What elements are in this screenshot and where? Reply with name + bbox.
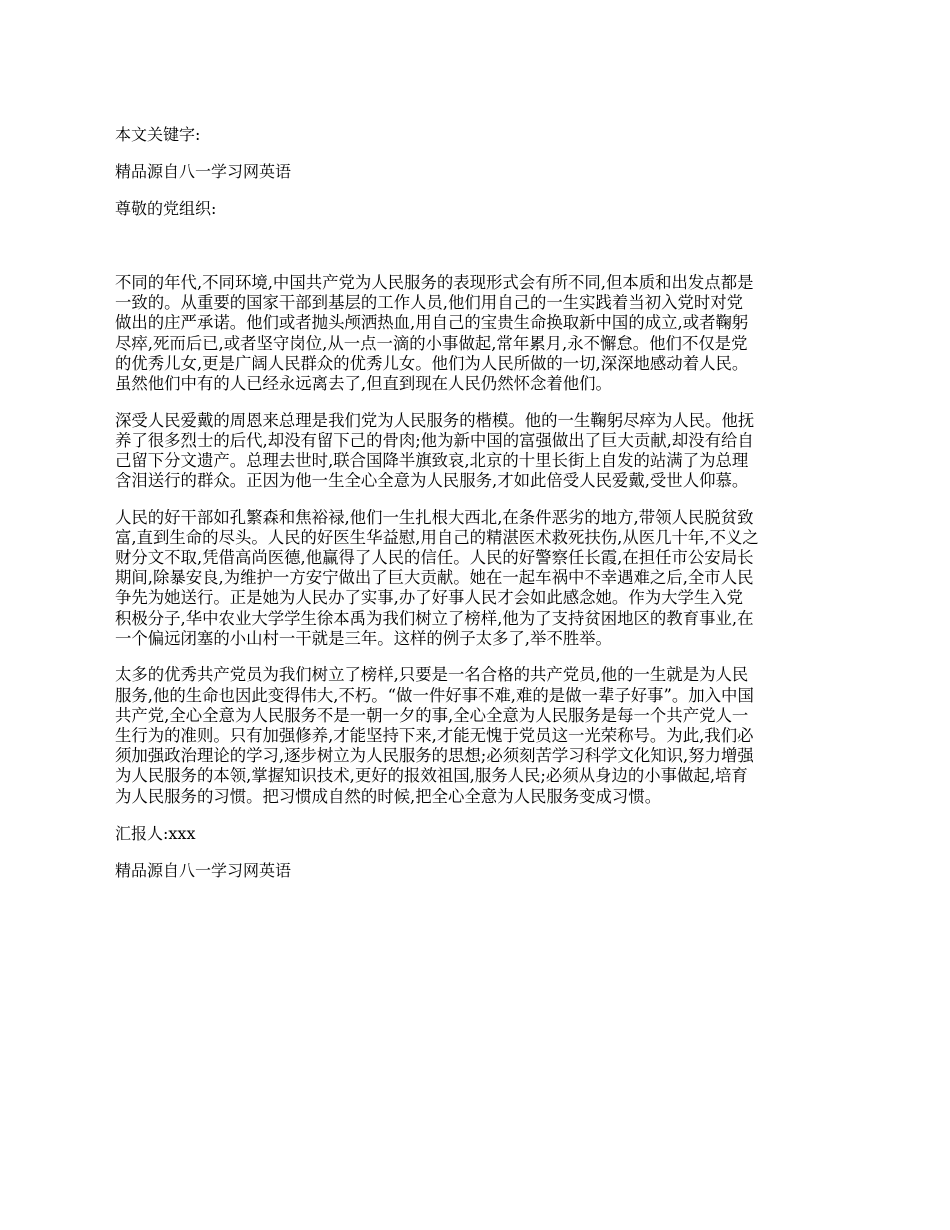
reporter-line: 汇报人:xxx: [115, 824, 196, 844]
paragraph-line: 深受人民爱戴的周恩来总理是我们党为人民服务的楷模。他的一生鞠躬尽瘁为人民。他抚: [115, 410, 755, 430]
source-line-top: 精品源自八一学习网英语: [115, 162, 292, 181]
paragraph-line: 争先为她送行。正是她为人民办了实事,办了好事人民才会如此感念她。作为大学生入党: [115, 588, 744, 608]
paragraph-line: 一个偏远闭塞的小山村一干就是三年。这样的例子太多了,举不胜举。: [115, 628, 612, 648]
paragraph-line: 太多的优秀共产党员为我们树立了榜样,只要是一名合格的共产党员,他的一生就是为人民: [115, 665, 749, 685]
keywords-label: 本文关键字:: [115, 125, 201, 144]
paragraph-line: 尽瘁,死而后已,或者坚守岗位,从一点一滴的小事做起,常年累月,永不懈怠。他们不仅是党: [115, 333, 748, 353]
paragraph-line: 人民的好干部如孔繁森和焦裕禄,他们一生扎根大西北,在条件恶劣的地方,带领人民脱贫致: [115, 507, 754, 527]
paragraph-4: [115, 665, 840, 806]
paragraph-line: 己留下分文遗产。总理去世时,联合国降半旗致哀,北京的十里长街上自发的站满了为总理: [115, 450, 749, 470]
paragraph-line: 共产党,全心全意为人民服务不是一朝一夕的事,全心全意为人民服务是每一个共产党人一: [115, 705, 749, 725]
salutation: 尊敬的党组织:: [115, 199, 217, 218]
paragraph-line: 积极分子,华中农业大学学生徐本禹为我们树立了榜样,他为了支持贫困地区的教育事业,在: [115, 608, 754, 628]
paragraph-line: 含泪送行的群众。正因为他一生全心全意为人民服务,才如此倍受人民爱戴,受世人仰慕。: [115, 471, 749, 491]
paragraph-line: 为人民服务的习惯。把习惯成自然的时候,把全心全意为人民服务变成习惯。: [115, 786, 662, 806]
paragraph-line: 虽然他们中有的人已经永远离去了,但直到现在人民仍然怀念着他们。: [115, 374, 612, 394]
paragraph-line: 财分文不取,凭借高尚医德,他赢得了人民的信任。人民的好警察任长霞,在担任市公安局长: [115, 548, 754, 568]
document-page: [115, 124, 840, 897]
paragraph-line: 为人民服务的本领,掌握知识技术,更好的报效祖国,服务人民;必须从身边的小事做起,培育: [115, 766, 748, 786]
paragraph-3: [115, 508, 840, 649]
paragraph-line: 富,直到生命的尽头。人民的好医生华益慰,用自己的精湛医术救死扶伤,从医几十年,不义之: [115, 527, 759, 547]
paragraph-2: [115, 411, 840, 492]
paragraph-line: 做出的庄严承诺。他们或者抛头颅洒热血,用自己的宝贵生命换取新中国的成立,或者鞠躬: [115, 313, 749, 333]
source-line-bottom: 精品源自八一学习网英语: [115, 861, 292, 881]
blank-line: [115, 235, 840, 273]
paragraph-line: 一致的。从重要的国家干部到基层的工作人员,他们用自己的一生实践着当初入党时对党: [115, 293, 744, 313]
paragraph-line: 须加强政治理论的学习,逐步树立为人民服务的思想;必须刻苦学习科学文化知识,努力增强: [115, 746, 754, 766]
paragraph-line: 期间,除暴安良,为维护一方安宁做出了巨大贡献。她在一起车祸中不幸遇难之后,全市人民: [115, 568, 754, 588]
paragraph-line: 的优秀儿女,更是广阔人民群众的优秀儿女。他们为人民所做的一切,深深地感动着人民。: [115, 353, 749, 373]
paragraph-line: 服务,他的生命也因此变得伟大,不朽。“做一件好事不难,难的是做一辈子好事”。加入中国: [115, 685, 754, 705]
paragraph-line: 生行为的准则。只有加强修养,才能坚持下来,才能无愧于党员这一光荣称号。为此,我们必: [115, 725, 754, 745]
paragraph-line: 养了很多烈士的后代,却没有留下己的骨肉;他为新中国的富强做出了巨大贡献,却没有给自: [115, 430, 754, 450]
paragraph-1: [115, 273, 840, 394]
paragraph-line: 不同的年代,不同环境,中国共产党为人民服务的表现形式会有所不同,但本质和出发点都是: [115, 273, 754, 292]
